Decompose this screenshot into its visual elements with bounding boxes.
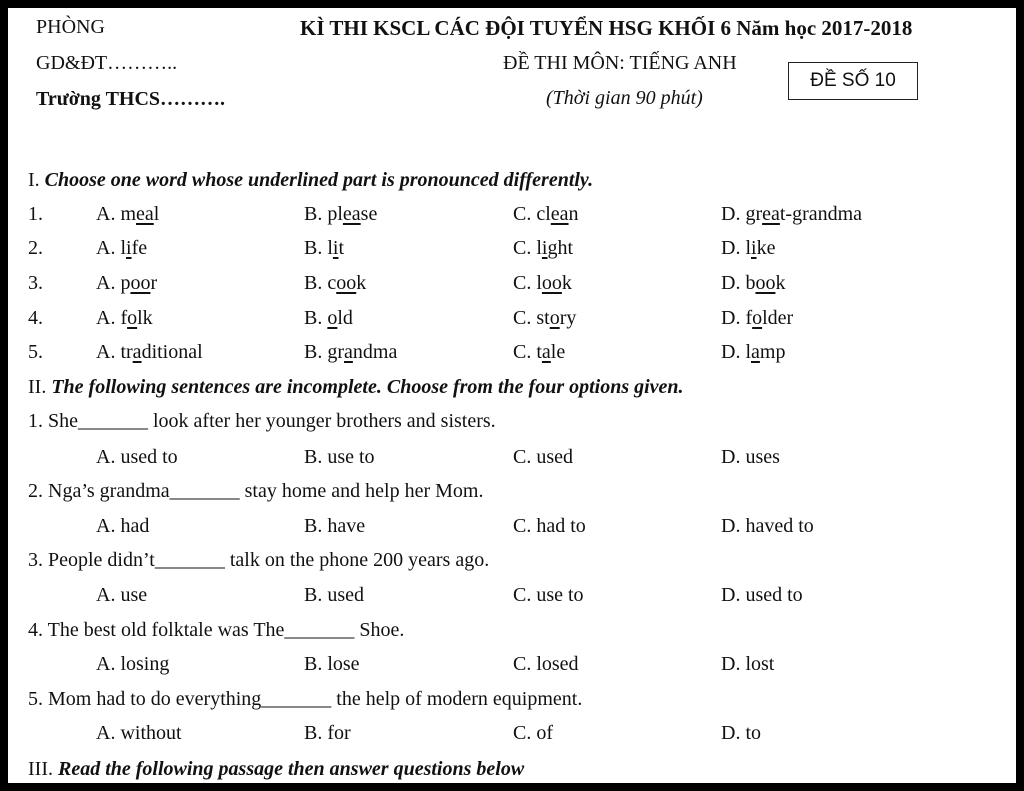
s1-q4-option-a: A. folk [96,307,153,329]
s1-question-row [8,307,1016,337]
s2-q1-options [8,446,1016,476]
s2-q2-option-a: A. had [96,515,150,537]
section3-roman: III. [28,758,53,780]
s2-q4-stem: 4. The best old folktale was The_______ Shoe. [28,619,405,641]
s1-q2-option-a: A. life [96,237,148,259]
s1-q5-option-b: B. grandma [304,341,398,363]
s2-q1-option-d: D. uses [721,446,780,468]
s1-q3-option-d: D. book [721,272,786,294]
exam-code-box [788,62,918,100]
s1-q4-option-c: C. story [513,307,577,329]
s2-q4-option-c: C. losed [513,653,579,675]
s1-q2-option-d: D. like [721,237,776,259]
s1-question-row [8,237,1016,267]
s2-q3-option-c: C. use to [513,584,584,606]
section1-heading [28,169,593,192]
s1-q2-num: 2. [28,237,43,259]
header-left-line2: GD&ĐT……….. [36,52,178,74]
s2-q4-option-d: D. lost [721,653,775,675]
s2-q1-option-c: C. used [513,446,573,468]
section2-roman: II. [28,376,47,398]
s1-q3-num: 3. [28,272,43,294]
s2-q1-option-a: A. used to [96,446,178,468]
section2-heading [28,376,684,399]
s1-q5-option-d: D. lamp [721,341,786,363]
s2-q2-option-b: B. have [304,515,366,537]
s1-q4-num: 4. [28,307,43,329]
header-left-line3: Trường THCS………. [36,88,226,110]
s1-question-row [8,341,1016,371]
section3-heading [28,758,524,781]
s2-q5-options [8,722,1016,752]
s1-q1-option-c: C. clean [513,203,579,225]
s2-q2-stem: 2. Nga’s grandma_______ stay home and help her Mom. [28,480,484,502]
section3-instruction: Read the following passage then answer questions below [57,758,525,780]
s1-q2-option-b: B. lit [304,237,345,259]
s2-q1-option-b: B. use to [304,446,375,468]
s2-q5-option-c: C. of [513,722,553,744]
s2-q2-options [8,515,1016,545]
s2-q4-option-a: A. losing [96,653,170,675]
s2-q3-option-b: B. used [304,584,364,606]
exam-subject: ĐỀ THI MÔN: TIẾNG ANH [503,52,737,74]
section1-roman: I. [28,169,40,191]
s1-q1-option-a: A. meal [96,203,160,225]
exam-page [8,8,1016,783]
s2-q5-stem: 5. Mom had to do everything_______ the help of modern equipment. [28,688,583,710]
s2-q3-stem: 3. People didn’t_______ talk on the phone 200 years ago. [28,549,490,571]
s1-q2-option-c: C. light [513,237,574,259]
exam-time: (Thời gian 90 phút) [546,87,703,109]
s2-q5-option-a: A. without [96,722,182,744]
exam-title: KÌ THI KSCL CÁC ĐỘI TUYỂN HSG KHỐI 6 Năm học 2017-2018 [300,16,913,40]
s2-q2-option-c: C. had to [513,515,586,537]
s1-q1-num: 1. [28,203,43,225]
exam-code: ĐỀ SỐ 10 [810,70,896,91]
s2-q5-option-b: B. for [304,722,351,744]
header-left-line1: PHÒNG [36,16,105,38]
s1-q3-option-b: B. cook [304,272,367,294]
s1-q3-option-c: C. look [513,272,572,294]
s1-question-row [8,272,1016,302]
s1-q1-option-d: D. great-grandma [721,203,863,225]
s1-q4-option-d: D. folder [721,307,794,329]
s2-q3-option-d: D. used to [721,584,803,606]
s1-q5-option-a: A. traditional [96,341,203,363]
s2-q4-options [8,653,1016,683]
section2-instruction: The following sentences are incomplete. Choose from the four options given. [51,376,684,398]
s1-q3-option-a: A. poor [96,272,158,294]
s1-q4-option-b: B. old [304,307,353,329]
s2-q3-options [8,584,1016,614]
s1-q5-num: 5. [28,341,43,363]
s2-q1-stem: 1. She_______ look after her younger brothers and sisters. [28,410,496,432]
s1-q1-option-b: B. please [304,203,378,225]
s1-question-row [8,203,1016,233]
s2-q5-option-d: D. to [721,722,761,744]
s2-q3-option-a: A. use [96,584,148,606]
section1-instruction: Choose one word whose underlined part is pronounced differently. [44,169,594,191]
s2-q2-option-d: D. haved to [721,515,814,537]
s2-q4-option-b: B. lose [304,653,360,675]
s1-q5-option-c: C. tale [513,341,566,363]
